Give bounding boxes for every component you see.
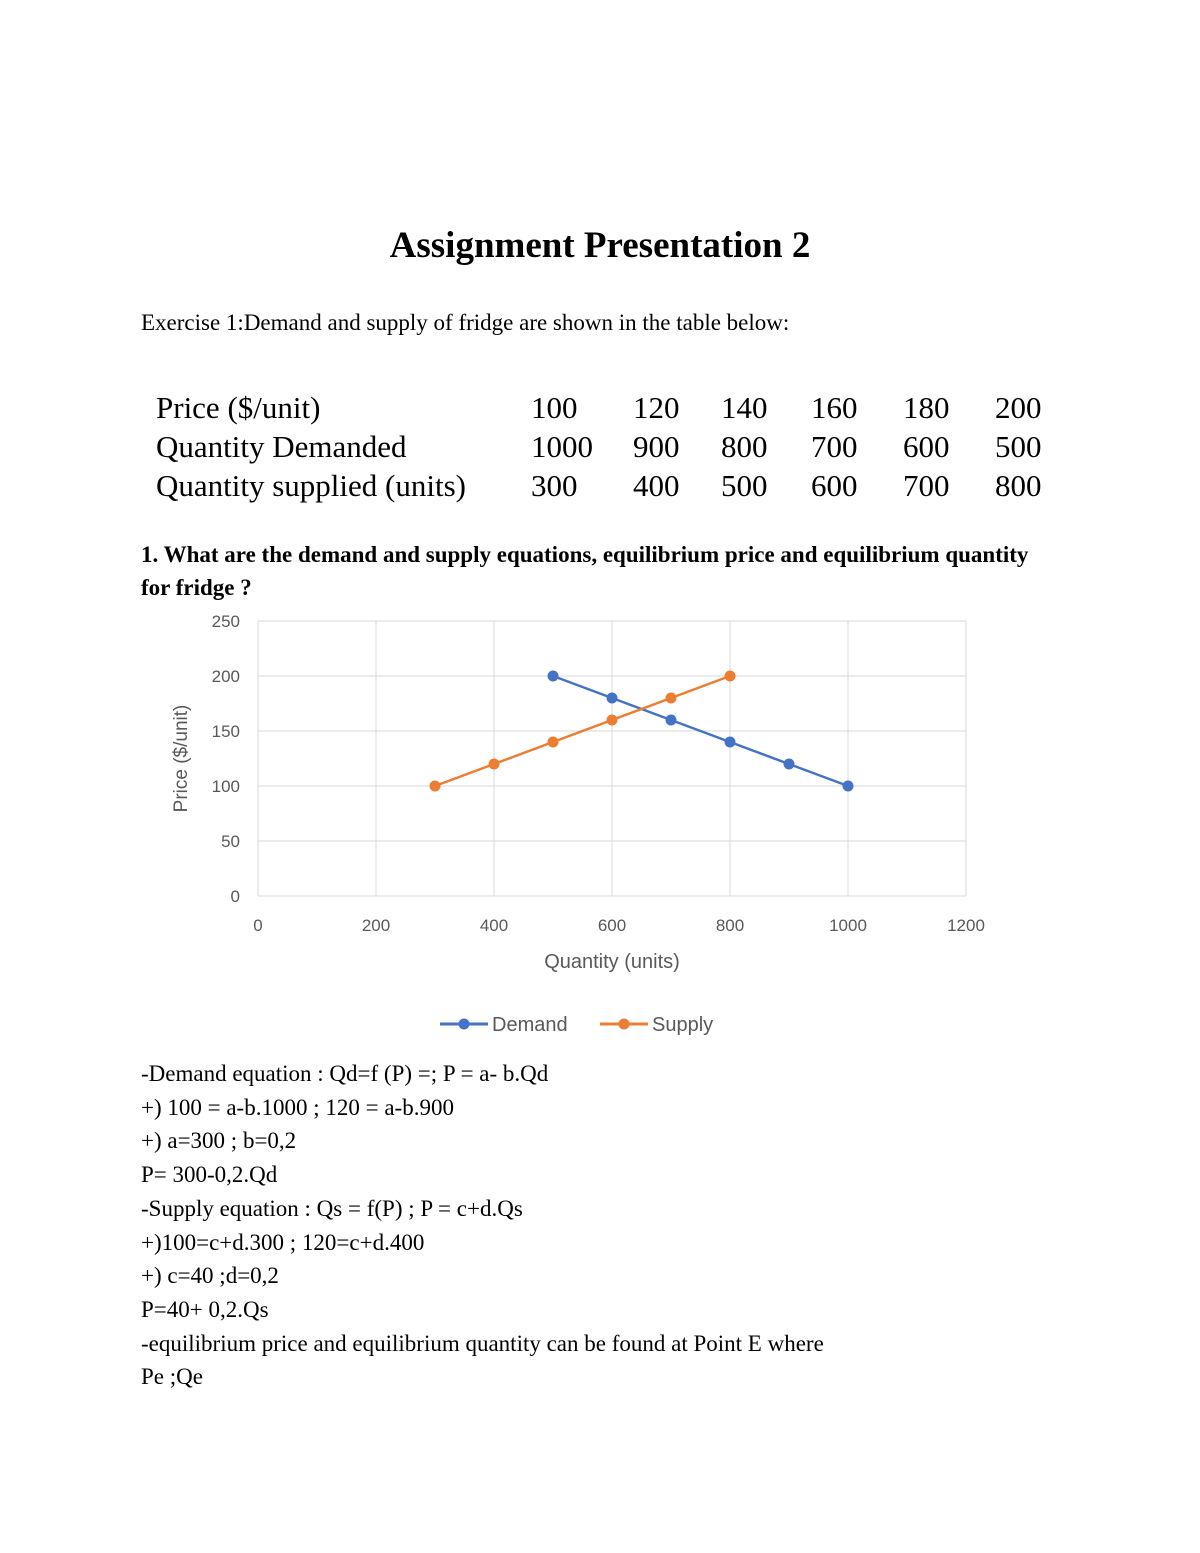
- data-point-demand: [725, 737, 736, 748]
- data-point-demand: [548, 671, 559, 682]
- x-tick-label: 0: [253, 916, 263, 935]
- data-point-demand: [843, 781, 854, 792]
- table-cell: 200: [995, 390, 1042, 425]
- exercise-intro: Exercise 1:Demand and supply of fridge are shown in the table below:: [141, 310, 790, 335]
- y-tick-label: 100: [211, 777, 240, 796]
- x-tick-label: 1000: [829, 916, 867, 935]
- table-cell: 700: [811, 429, 858, 464]
- y-tick-label: 0: [230, 887, 240, 906]
- table-cell: 500: [721, 468, 768, 503]
- table-cell: 400: [633, 468, 680, 503]
- question-text: 1. What are the demand and supply equations, equilibrium price and equilibrium quantity for fridge ?: [141, 542, 1029, 600]
- table-cell: 500: [995, 429, 1042, 464]
- answer-line: -Supply equation : Qs = f(P) ; P = c+d.Qs: [141, 1195, 523, 1221]
- y-tick-label: 150: [211, 722, 240, 741]
- x-tick-label: 200: [361, 916, 391, 935]
- answer-line: +)100=c+d.300 ; 120=c+d.400: [141, 1229, 425, 1255]
- table-cell: 600: [903, 429, 950, 464]
- answer-line: +) c=40 ;d=0,2: [141, 1263, 279, 1289]
- table-row: [150, 466, 1075, 505]
- y-tick-label: 200: [211, 667, 240, 686]
- table-cell: 100: [531, 390, 578, 425]
- table-cell: 800: [721, 429, 768, 464]
- data-point-demand: [666, 715, 677, 726]
- table-cell: 900: [633, 429, 680, 464]
- answer-line: -Demand equation : Qd=f (P) =; P = a- b.Qd: [141, 1061, 549, 1086]
- data-point-supply: [725, 671, 736, 682]
- x-axis-title: Quantity (units): [544, 951, 680, 973]
- table-cell: 180: [903, 390, 950, 425]
- row-label: Quantity Demanded: [156, 429, 407, 464]
- answer-line: -equilibrium price and equilibrium quantity can be found at Point E where: [141, 1330, 824, 1356]
- table-cell: 140: [721, 390, 768, 425]
- table-cell: 120: [633, 390, 680, 425]
- row-label: Price ($/unit): [156, 390, 321, 425]
- demand-supply-chart: [160, 600, 1020, 1040]
- y-axis-title: Price ($/unit): [171, 704, 192, 813]
- legend-marker-demand: [459, 1019, 470, 1030]
- answer-line: P= 300-0,2.Qd: [141, 1162, 278, 1188]
- data-point-supply: [489, 759, 500, 770]
- y-tick-label: 50: [221, 832, 240, 851]
- table-cell: 800: [995, 468, 1042, 503]
- x-tick-label: 600: [597, 916, 627, 935]
- answer-line: Pe ;Qe: [141, 1364, 203, 1390]
- x-tick-label: 400: [479, 916, 509, 935]
- legend-marker-supply: [619, 1019, 630, 1030]
- data-point-demand: [607, 693, 618, 704]
- data-point-supply: [548, 737, 559, 748]
- y-tick-label: 250: [211, 612, 240, 631]
- legend-label-supply: Supply: [652, 1014, 714, 1036]
- data-point-supply: [430, 781, 441, 792]
- legend-label-demand: Demand: [492, 1014, 568, 1036]
- table-cell: 300: [531, 468, 578, 503]
- table-row: [150, 427, 1075, 466]
- table-cell: 160: [811, 390, 858, 425]
- x-tick-label: 1200: [947, 916, 985, 935]
- table-cell: 600: [811, 468, 858, 503]
- x-tick-label: 800: [715, 916, 745, 935]
- row-label: Quantity supplied (units): [156, 468, 466, 503]
- page-title: Assignment Presentation 2: [389, 225, 811, 266]
- answer-line: +) 100 = a-b.1000 ; 120 = a-b.900: [141, 1094, 454, 1120]
- data-point-supply: [607, 715, 618, 726]
- answer-line: P=40+ 0,2.Qs: [141, 1296, 269, 1322]
- data-point-supply: [666, 693, 677, 704]
- table-cell: 700: [903, 468, 950, 503]
- demand-supply-table: [150, 388, 1075, 505]
- answer-line: +) a=300 ; b=0,2: [141, 1128, 297, 1154]
- data-point-demand: [784, 759, 795, 770]
- table-row: [150, 388, 1075, 427]
- table-cell: 1000: [531, 429, 593, 464]
- answer-block: [141, 1057, 824, 1394]
